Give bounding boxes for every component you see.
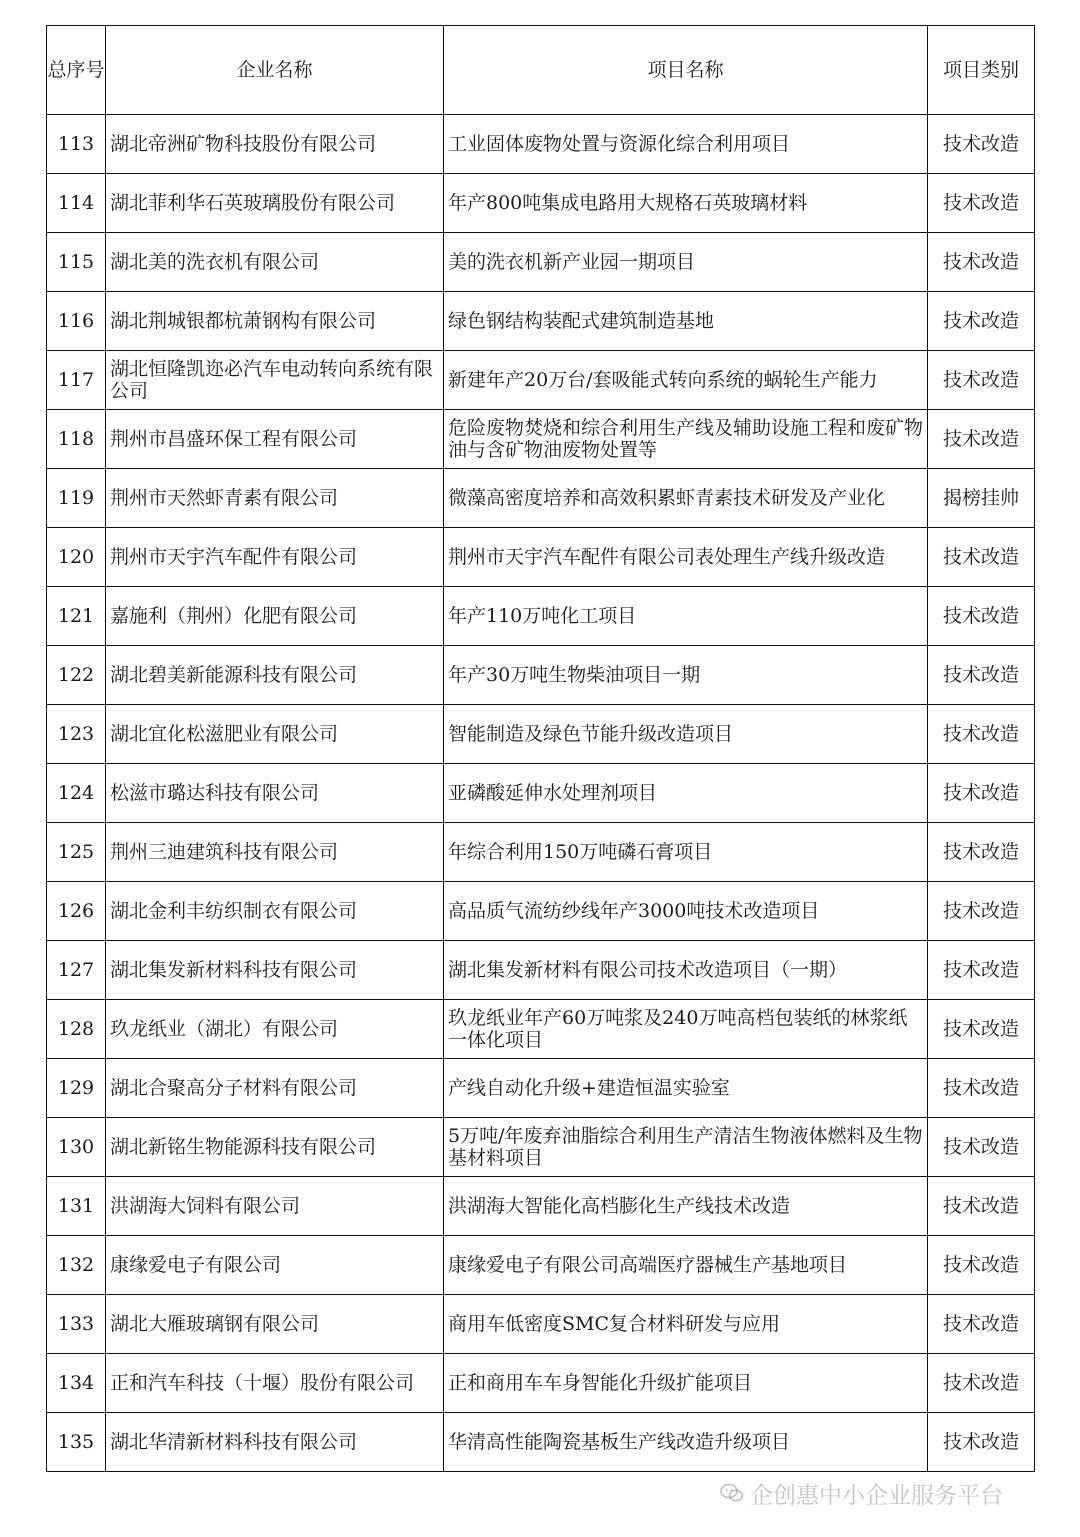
watermark-text: 企创惠中小企业服务平台 (750, 1482, 1003, 1509)
project-table (46, 25, 1035, 1472)
serial-number-cell: 134 (47, 1354, 106, 1413)
company-name-cell: 玖龙纸业（湖北）有限公司 (106, 1000, 444, 1059)
table-body (47, 115, 1035, 1472)
table-row (47, 823, 1035, 882)
company-name-cell: 湖北金利丰纺织制衣有限公司 (106, 882, 444, 941)
project-category-cell: 技术改造 (928, 115, 1035, 174)
table-row (47, 233, 1035, 292)
project-name-cell: 年产30万吨生物柴油项目一期 (444, 646, 928, 705)
table-row (47, 115, 1035, 174)
company-name-cell: 荆州市天宇汽车配件有限公司 (106, 528, 444, 587)
company-name-cell: 洪湖海大饲料有限公司 (106, 1177, 444, 1236)
serial-number-cell: 122 (47, 646, 106, 705)
company-name-cell: 湖北帝洲矿物科技股份有限公司 (106, 115, 444, 174)
header-company-name: 企业名称 (106, 26, 444, 115)
project-category-cell: 技术改造 (928, 351, 1035, 410)
project-category-cell: 技术改造 (928, 1236, 1035, 1295)
company-name-cell: 湖北华清新材料科技有限公司 (106, 1413, 444, 1472)
table-row (47, 646, 1035, 705)
header-row (47, 26, 1035, 115)
project-name-cell: 产线自动化升级+建造恒温实验室 (444, 1059, 928, 1118)
project-category-cell: 技术改造 (928, 410, 1035, 469)
serial-number-cell: 117 (47, 351, 106, 410)
project-name-cell: 洪湖海大智能化高档膨化生产线技术改造 (444, 1177, 928, 1236)
project-category-cell: 技术改造 (928, 705, 1035, 764)
table-row (47, 587, 1035, 646)
serial-number-cell: 125 (47, 823, 106, 882)
project-name-cell: 亚磷酸延伸水处理剂项目 (444, 764, 928, 823)
project-category-cell: 技术改造 (928, 233, 1035, 292)
company-name-cell: 荆州市天然虾青素有限公司 (106, 469, 444, 528)
serial-number-cell: 135 (47, 1413, 106, 1472)
project-category-cell: 技术改造 (928, 1118, 1035, 1177)
serial-number-cell: 124 (47, 764, 106, 823)
table-row (47, 941, 1035, 1000)
table-row (47, 882, 1035, 941)
project-name-cell: 华清高性能陶瓷基板生产线改造升级项目 (444, 1413, 928, 1472)
table-row (47, 410, 1035, 469)
project-category-cell: 技术改造 (928, 1354, 1035, 1413)
serial-number-cell: 115 (47, 233, 106, 292)
table-row (47, 1059, 1035, 1118)
company-name-cell: 荆州市昌盛环保工程有限公司 (106, 410, 444, 469)
project-category-cell: 技术改造 (928, 587, 1035, 646)
table-row (47, 764, 1035, 823)
company-name-cell: 湖北碧美新能源科技有限公司 (106, 646, 444, 705)
project-category-cell: 揭榜挂帅 (928, 469, 1035, 528)
serial-number-cell: 132 (47, 1236, 106, 1295)
company-name-cell: 湖北集发新材料科技有限公司 (106, 941, 444, 1000)
table-row (47, 1177, 1035, 1236)
serial-number-cell: 114 (47, 174, 106, 233)
serial-number-cell: 119 (47, 469, 106, 528)
project-name-cell: 危险废物焚烧和综合利用生产线及辅助设施工程和废矿物油与含矿物油废物处置等 (444, 410, 928, 469)
serial-number-cell: 113 (47, 115, 106, 174)
serial-number-cell: 127 (47, 941, 106, 1000)
company-name-cell: 湖北菲利华石英玻璃股份有限公司 (106, 174, 444, 233)
project-name-cell: 5万吨/年废弃油脂综合利用生产清洁生物液体燃料及生物基材料项目 (444, 1118, 928, 1177)
project-name-cell: 美的洗衣机新产业园一期项目 (444, 233, 928, 292)
company-name-cell: 湖北合聚高分子材料有限公司 (106, 1059, 444, 1118)
table-row (47, 528, 1035, 587)
project-name-cell: 年产110万吨化工项目 (444, 587, 928, 646)
table-row (47, 1413, 1035, 1472)
table-row (47, 705, 1035, 764)
project-name-cell: 正和商用车车身智能化升级扩能项目 (444, 1354, 928, 1413)
project-category-cell: 技术改造 (928, 1000, 1035, 1059)
project-name-cell: 年综合利用150万吨磷石膏项目 (444, 823, 928, 882)
project-category-cell: 技术改造 (928, 1059, 1035, 1118)
serial-number-cell: 123 (47, 705, 106, 764)
table-row (47, 1000, 1035, 1059)
header-serial-number: 总序号 (47, 26, 106, 115)
project-category-cell: 技术改造 (928, 764, 1035, 823)
serial-number-cell: 129 (47, 1059, 106, 1118)
project-name-cell: 绿色钢结构装配式建筑制造基地 (444, 292, 928, 351)
table-row (47, 292, 1035, 351)
company-name-cell: 荆州三迪建筑科技有限公司 (106, 823, 444, 882)
company-name-cell: 康缘爱电子有限公司 (106, 1236, 444, 1295)
company-name-cell: 松滋市璐达科技有限公司 (106, 764, 444, 823)
project-name-cell: 荆州市天宇汽车配件有限公司表处理生产线升级改造 (444, 528, 928, 587)
serial-number-cell: 121 (47, 587, 106, 646)
table-row (47, 174, 1035, 233)
table-row (47, 1354, 1035, 1413)
project-name-cell: 工业固体废物处置与资源化综合利用项目 (444, 115, 928, 174)
watermark (720, 1478, 1003, 1508)
serial-number-cell: 126 (47, 882, 106, 941)
company-name-cell: 湖北大雁玻璃钢有限公司 (106, 1295, 444, 1354)
project-category-cell: 技术改造 (928, 174, 1035, 233)
serial-number-cell: 116 (47, 292, 106, 351)
table-row (47, 469, 1035, 528)
header-project-name: 项目名称 (444, 26, 928, 115)
header-project-category: 项目类别 (928, 26, 1035, 115)
project-category-cell: 技术改造 (928, 292, 1035, 351)
serial-number-cell: 118 (47, 410, 106, 469)
table-row (47, 1236, 1035, 1295)
project-name-cell: 商用车低密度SMC复合材料研发与应用 (444, 1295, 928, 1354)
serial-number-cell: 120 (47, 528, 106, 587)
company-name-cell: 湖北恒隆凯迩必汽车电动转向系统有限公司 (106, 351, 444, 410)
project-name-cell: 玖龙纸业年产60万吨浆及240万吨高档包装纸的林浆纸一体化项目 (444, 1000, 928, 1059)
company-name-cell: 湖北美的洗衣机有限公司 (106, 233, 444, 292)
company-name-cell: 正和汽车科技（十堰）股份有限公司 (106, 1354, 444, 1413)
company-name-cell: 湖北宜化松滋肥业有限公司 (106, 705, 444, 764)
project-category-cell: 技术改造 (928, 646, 1035, 705)
project-category-cell: 技术改造 (928, 1413, 1035, 1472)
serial-number-cell: 128 (47, 1000, 106, 1059)
serial-number-cell: 130 (47, 1118, 106, 1177)
project-category-cell: 技术改造 (928, 941, 1035, 1000)
project-category-cell: 技术改造 (928, 1295, 1035, 1354)
project-category-cell: 技术改造 (928, 882, 1035, 941)
wechat-icon (720, 1483, 744, 1503)
company-name-cell: 湖北新铭生物能源科技有限公司 (106, 1118, 444, 1177)
project-category-cell: 技术改造 (928, 823, 1035, 882)
table-row (47, 351, 1035, 410)
project-name-cell: 湖北集发新材料有限公司技术改造项目（一期） (444, 941, 928, 1000)
serial-number-cell: 133 (47, 1295, 106, 1354)
project-name-cell: 智能制造及绿色节能升级改造项目 (444, 705, 928, 764)
serial-number-cell: 131 (47, 1177, 106, 1236)
company-name-cell: 湖北荆城银都杭萧钢构有限公司 (106, 292, 444, 351)
project-category-cell: 技术改造 (928, 1177, 1035, 1236)
table-row (47, 1295, 1035, 1354)
table-row (47, 1118, 1035, 1177)
project-name-cell: 年产800吨集成电路用大规格石英玻璃材料 (444, 174, 928, 233)
company-name-cell: 嘉施利（荆州）化肥有限公司 (106, 587, 444, 646)
project-name-cell: 新建年产20万台/套吸能式转向系统的蜗轮生产能力 (444, 351, 928, 410)
project-category-cell: 技术改造 (928, 528, 1035, 587)
project-name-cell: 康缘爱电子有限公司高端医疗器械生产基地项目 (444, 1236, 928, 1295)
project-name-cell: 高品质气流纺纱线年产3000吨技术改造项目 (444, 882, 928, 941)
project-name-cell: 微藻高密度培养和高效积累虾青素技术研发及产业化 (444, 469, 928, 528)
